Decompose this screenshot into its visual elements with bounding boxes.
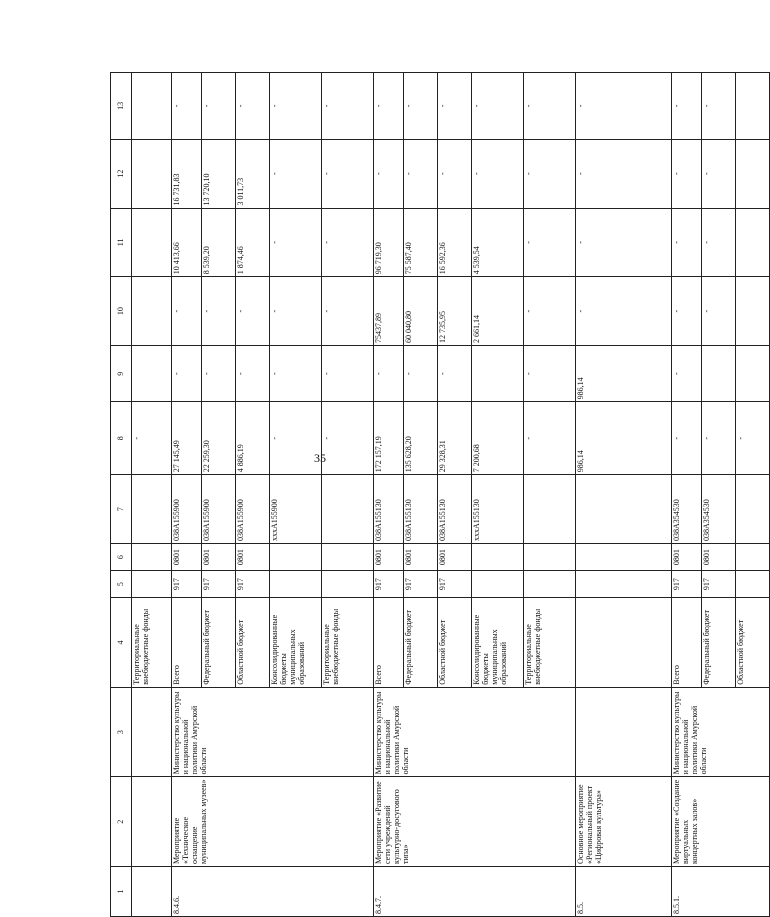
cell-v12: 3 011,73 [236, 139, 270, 208]
cell-v11: 4 539,54 [472, 208, 524, 277]
rotated-table-frame [110, 72, 745, 917]
cell-rz: 0801 [702, 544, 736, 571]
cell-rz [576, 544, 672, 571]
cell-v11: - [576, 208, 672, 277]
cell-v13: - [322, 73, 374, 140]
cell-v8: - [322, 402, 374, 475]
cell-grbs: 917 [172, 571, 202, 598]
cell-grbs [524, 571, 576, 598]
funding-source: Территориальные внебюджетные фонды [322, 598, 374, 688]
cell-v12: - [374, 139, 404, 208]
cell-v8: 986,14 [576, 402, 672, 475]
cell-v13 [132, 73, 172, 140]
cell-v9: - [202, 346, 236, 402]
cell-csr: 038A155900 [202, 475, 236, 544]
row-number: 8.5. [576, 867, 672, 917]
cell-v12: 13 720,10 [202, 139, 236, 208]
funding-source: Федеральный бюджет [404, 598, 438, 688]
column-header-9: 9 [111, 346, 132, 402]
cell-v12: 16 731,83 [172, 139, 202, 208]
cell-v9: - [438, 346, 472, 402]
row-number: 8.5.1. [672, 867, 770, 917]
cell-csr: 038A155130 [438, 475, 472, 544]
cell-csr: 038A155900 [172, 475, 202, 544]
cell-csr: xxxA155130 [472, 475, 524, 544]
cell-v13: - [438, 73, 472, 140]
cell-grbs [736, 571, 770, 598]
cell-v10: - [524, 277, 576, 346]
cell-v12: - [576, 139, 672, 208]
funding-source: Областной бюджет [236, 598, 270, 688]
cell-v8: 22 259,30 [202, 402, 236, 475]
rotated-table-wrapper [110, 72, 745, 917]
cell-rz: 0801 [202, 544, 236, 571]
table-row [672, 73, 702, 917]
cell-grbs: 917 [236, 571, 270, 598]
row-number: 8.4.6. [172, 867, 374, 917]
cell-v11: 8 539,20 [202, 208, 236, 277]
cell-csr: 038A155130 [374, 475, 404, 544]
funding-source [576, 598, 672, 688]
cell-v9 [472, 346, 524, 402]
cell-grbs: 917 [438, 571, 472, 598]
cell-csr [132, 475, 172, 544]
funding-source: Федеральный бюджет [702, 598, 736, 688]
cell-v12: - [438, 139, 472, 208]
event-name: Мероприятие «Развитие сети учреждений культурно-досугового типа» [374, 777, 576, 867]
cell-v8: 172 157,19 [374, 402, 404, 475]
cell-v10: 2 661,14 [472, 277, 524, 346]
cell-v11: - [270, 208, 322, 277]
cell-v9: - [524, 346, 576, 402]
cell-v12: - [404, 139, 438, 208]
cell-v8: - [702, 402, 736, 475]
header-row [111, 73, 132, 917]
cell-v9 [132, 346, 172, 402]
cell-v13: - [202, 73, 236, 140]
table-row [172, 73, 202, 917]
cell-v13: - [374, 73, 404, 140]
cell-v11: 1 874,46 [236, 208, 270, 277]
funding-source: Областной бюджет [736, 598, 770, 688]
cell-grbs [322, 571, 374, 598]
cell-v11 [736, 208, 770, 277]
cell-v13: - [524, 73, 576, 140]
cell-v13: - [404, 73, 438, 140]
column-header-2: 2 [111, 777, 132, 867]
cell-rz [322, 544, 374, 571]
cell-rz [270, 544, 322, 571]
executor [132, 687, 172, 777]
cell-v12 [132, 139, 172, 208]
cell-grbs [132, 571, 172, 598]
cell-v11: 10 413,66 [172, 208, 202, 277]
cell-rz: 0801 [374, 544, 404, 571]
cell-v9: - [236, 346, 270, 402]
cell-grbs: 917 [702, 571, 736, 598]
table-row [576, 73, 672, 917]
funding-source: Федеральный бюджет [202, 598, 236, 688]
cell-rz [472, 544, 524, 571]
cell-csr: 038A155900 [236, 475, 270, 544]
cell-v13 [736, 73, 770, 140]
funding-source: Консолидированные бюджеты муниципальных образований [472, 598, 524, 688]
cell-v10: - [576, 277, 672, 346]
cell-v12: - [702, 139, 736, 208]
executor: Министерство культуры и национальной политики Амурской области [374, 687, 576, 777]
cell-grbs: 917 [672, 571, 702, 598]
cell-v9: - [270, 346, 322, 402]
column-header-12: 12 [111, 139, 132, 208]
cell-v10: - [672, 277, 702, 346]
cell-rz [132, 544, 172, 571]
funding-source: Всего [374, 598, 404, 688]
cell-v11: - [702, 208, 736, 277]
cell-grbs: 917 [404, 571, 438, 598]
column-header-6: 6 [111, 544, 132, 571]
table-row [374, 73, 404, 917]
cell-csr: 038A155130 [404, 475, 438, 544]
cell-v13: - [672, 73, 702, 140]
cell-v12: - [472, 139, 524, 208]
cell-v9: - [672, 346, 702, 402]
event-name: Мероприятие «Создание виртуальных концертных залов» [672, 777, 770, 867]
cell-v8: 135 628,20 [404, 402, 438, 475]
cell-v13: - [576, 73, 672, 140]
cell-rz: 0801 [172, 544, 202, 571]
cell-v8: - [132, 402, 172, 475]
row-number: 8.4.7. [374, 867, 576, 917]
cell-csr [736, 475, 770, 544]
cell-v8: - [736, 402, 770, 475]
cell-v9 [736, 346, 770, 402]
cell-v8: 4 886,19 [236, 402, 270, 475]
funding-source: Территориальные внебюджетные фонды [132, 598, 172, 688]
column-header-13: 13 [111, 73, 132, 140]
column-header-7: 7 [111, 475, 132, 544]
cell-rz [736, 544, 770, 571]
cell-v9: - [404, 346, 438, 402]
cell-csr: xxxA155900 [270, 475, 322, 544]
funding-source: Областной бюджет [438, 598, 472, 688]
cell-v10: 75437,89 [374, 277, 404, 346]
column-header-5: 5 [111, 571, 132, 598]
executor: Министерство культуры и национальной политики Амурской области [672, 687, 770, 777]
cell-v8: - [270, 402, 322, 475]
cell-v9: 986,14 [576, 346, 672, 402]
cell-rz: 0801 [404, 544, 438, 571]
column-header-1: 1 [111, 867, 132, 917]
cell-csr [576, 475, 672, 544]
event-name: Мероприятие «Техническое оснащение муниципальных музеев» [172, 777, 374, 867]
cell-v11 [132, 208, 172, 277]
executor [576, 687, 672, 777]
cell-v13: - [270, 73, 322, 140]
funding-source: Всего [172, 598, 202, 688]
cell-grbs: 917 [202, 571, 236, 598]
column-header-11: 11 [111, 208, 132, 277]
cell-v10: - [236, 277, 270, 346]
cell-v8: 27 145,49 [172, 402, 202, 475]
cell-grbs [576, 571, 672, 598]
cell-v8: - [672, 402, 702, 475]
cell-v11: - [322, 208, 374, 277]
cell-rz: 0801 [438, 544, 472, 571]
cell-v13: - [172, 73, 202, 140]
cell-csr [524, 475, 576, 544]
cell-rz: 0801 [236, 544, 270, 571]
cell-rz [524, 544, 576, 571]
cell-csr: 038A354530 [702, 475, 736, 544]
table-row [132, 73, 172, 917]
cell-v10 [132, 277, 172, 346]
column-header-3: 3 [111, 687, 132, 777]
funding-source: Всего [672, 598, 702, 688]
cell-v13: - [236, 73, 270, 140]
cell-v10: - [322, 277, 374, 346]
cell-v10: - [172, 277, 202, 346]
cell-v8: 7 200,68 [472, 402, 524, 475]
cell-v11: - [672, 208, 702, 277]
cell-v11: 96 719,30 [374, 208, 404, 277]
row-number [132, 867, 172, 917]
event-name: Основное мероприятие «Региональный проект «Цифровая культура» [576, 777, 672, 867]
table-body [111, 73, 770, 917]
cell-rz: 0801 [672, 544, 702, 571]
cell-csr: 038A354530 [672, 475, 702, 544]
column-header-4: 4 [111, 598, 132, 688]
funding-source: Территориальные внебюджетные фонды [524, 598, 576, 688]
cell-v10: 12 735,95 [438, 277, 472, 346]
cell-grbs: 917 [374, 571, 404, 598]
cell-v12: - [672, 139, 702, 208]
event-name [132, 777, 172, 867]
cell-v12: - [524, 139, 576, 208]
budget-table [110, 72, 770, 917]
cell-v11: 75 587,40 [404, 208, 438, 277]
cell-v12: - [322, 139, 374, 208]
cell-v8: - [524, 402, 576, 475]
cell-v10: 60 040,80 [404, 277, 438, 346]
cell-grbs [472, 571, 524, 598]
cell-v12: - [270, 139, 322, 208]
column-header-10: 10 [111, 277, 132, 346]
funding-source: Консолидированные бюджеты муниципальных образований [270, 598, 322, 688]
cell-v9: - [374, 346, 404, 402]
cell-v11: - [524, 208, 576, 277]
cell-v13: - [472, 73, 524, 140]
executor: Министерство культуры и национальной политики Амурской области [172, 687, 374, 777]
cell-v10: - [270, 277, 322, 346]
cell-v9 [702, 346, 736, 402]
column-header-8: 8 [111, 402, 132, 475]
cell-v13: - [702, 73, 736, 140]
cell-csr [322, 475, 374, 544]
cell-v9: - [172, 346, 202, 402]
cell-v10 [736, 277, 770, 346]
cell-v10: - [702, 277, 736, 346]
page-number: 35 [314, 451, 326, 465]
cell-grbs [270, 571, 322, 598]
cell-v9: - [322, 346, 374, 402]
cell-v12 [736, 139, 770, 208]
cell-v10: - [202, 277, 236, 346]
cell-v8: 29 328,31 [438, 402, 472, 475]
cell-v11: 16 592,36 [438, 208, 472, 277]
